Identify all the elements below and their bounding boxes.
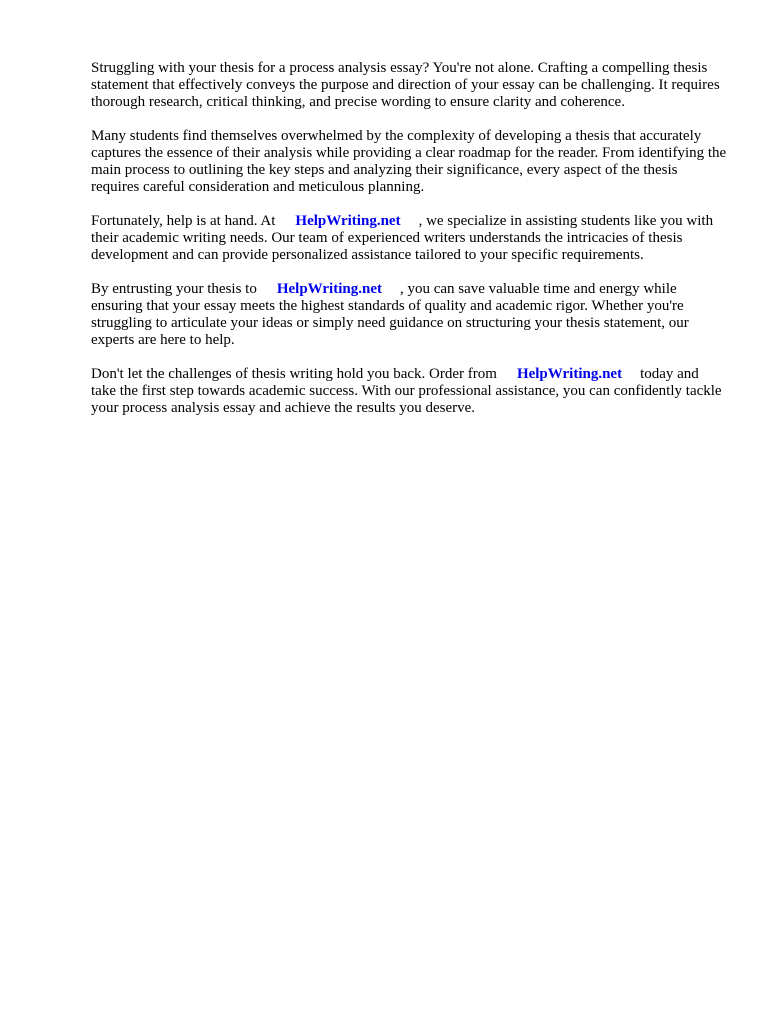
paragraph-help [91,213,727,264]
helpwriting-link[interactable]: HelpWriting.net [276,281,382,297]
paragraph-text: , you can save valuable time and energy while ensuring that your essay meets the highest standards of quality and academic rigor. Whether you're struggling to articulate your ideas or simply need guidance on structuring your thesis statement, our experts are here to help. [91,281,689,348]
paragraph-text: , we specialize in assisting students like you with their academic writing needs. Our team of experienced writers understands the intricacies of thesis development and can provide personalized assistance tailored to your specific requirements. [91,213,714,263]
paragraph-text: Don't let the challenges of thesis writing hold you back. Order from [91,366,497,382]
helpwriting-link[interactable]: HelpWriting.net [295,213,401,229]
paragraph-text: Fortunately, help is at hand. At [91,213,276,229]
helpwriting-link[interactable]: HelpWriting.net [516,366,623,382]
paragraph-entrust [91,281,727,349]
paragraph-complexity: Many students find themselves overwhelmed by the complexity of developing a thesis that accurately captures the essence of their analysis while providing a clear roadmap for the reader. From identifying the main process to outlining the key steps and analyzing their significance, every aspect of the thesis requires careful consideration and meticulous planning. [91,128,727,195]
paragraph-text: today and take the first step towards academic success. With our professional assistance, you can confidently tackle your process analysis essay and achieve the results you deserve. [91,366,722,416]
document-body [91,60,727,434]
paragraph-order [91,366,727,417]
paragraph-text: By entrusting your thesis to [91,281,257,297]
paragraph-intro: Struggling with your thesis for a process analysis essay? You're not alone. Crafting a compelling thesis statement that effectively conveys the purpose and direction of your essay can be challenging. It requires thorough research, critical thinking, and precise wording to ensure clarity and coherence. [91,60,720,110]
